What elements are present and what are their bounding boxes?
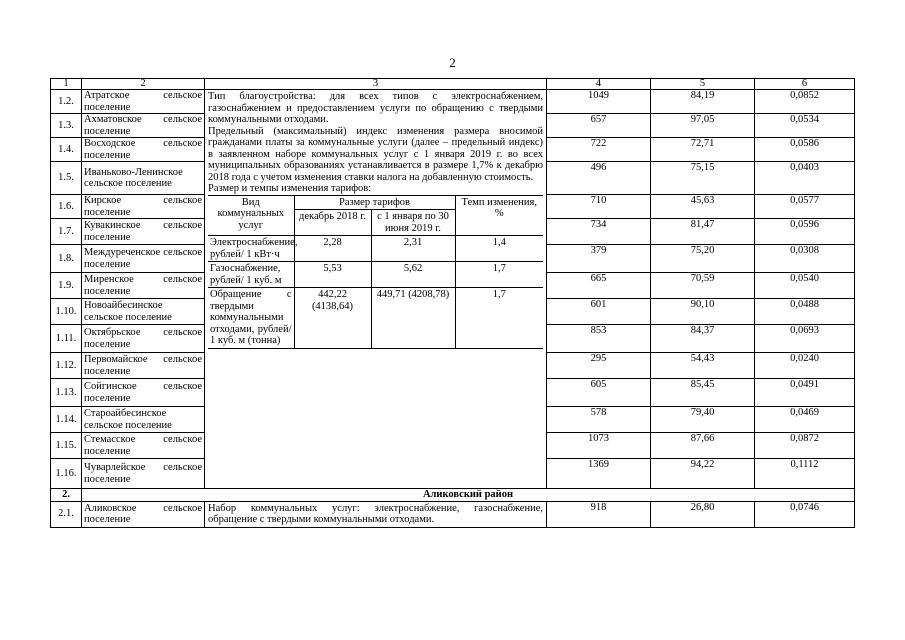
col5-value: 26,80 <box>651 501 755 527</box>
row-number: 1.6. <box>51 195 82 219</box>
row-number: 1.2. <box>51 90 82 114</box>
col4-value: 295 <box>547 353 651 379</box>
table-row <box>51 90 855 114</box>
header-cell: 2 <box>82 79 205 90</box>
tariff-service: Электроснабжение, рублей/ 1 кВт·ч <box>210 237 298 260</box>
row-number: 1.9. <box>51 273 82 299</box>
col6-value: 0,0540 <box>755 273 855 299</box>
settlement-name: Аликовское сельское поселение <box>82 501 205 527</box>
region-name: Аликовский район <box>82 489 855 502</box>
col6-value: 0,0586 <box>755 138 855 162</box>
col5-value: 87,66 <box>651 433 755 459</box>
col5-value: 84,37 <box>651 325 755 353</box>
tariff-row <box>208 262 543 288</box>
tariff-jan: 449,71 (4208,78) <box>371 288 455 349</box>
col5-value: 79,40 <box>651 407 755 433</box>
tariff-jan: 5,62 <box>371 262 455 288</box>
col4-value: 722 <box>547 138 651 162</box>
col5-value: 45,63 <box>651 195 755 219</box>
col5-value: 97,05 <box>651 114 755 138</box>
settlement-name: Восходское сельское поселение <box>82 138 205 162</box>
settlement-name: Октябрьское сельское поселение <box>82 325 205 353</box>
settlement-name: Стемасское сельское поселение <box>82 433 205 459</box>
description-cell: Набор коммунальных услуг: электроснабжение, газоснабжение, обращение с твердыми коммунальными отходами. <box>205 501 547 527</box>
col4-value: 918 <box>547 501 651 527</box>
row-number: 1.11. <box>51 325 82 353</box>
tariff-dec: 2,28 <box>294 236 371 262</box>
col4-value: 601 <box>547 299 651 325</box>
col4-value: 1049 <box>547 90 651 114</box>
col4-value: 853 <box>547 325 651 353</box>
col6-value: 0,0872 <box>755 433 855 459</box>
tariff-service: Газоснабжение, рублей/ 1 куб. м <box>208 262 294 288</box>
col6-value: 0,1112 <box>755 459 855 489</box>
tariff-rate: 1,7 <box>455 262 543 288</box>
tariff-dec: 442,22 (4138,64) <box>294 288 371 349</box>
row-number: 1.16. <box>51 459 82 489</box>
col5-value: 94,22 <box>651 459 755 489</box>
col4-value: 1369 <box>547 459 651 489</box>
header-cell: 1 <box>51 79 82 90</box>
col5-value: 72,71 <box>651 138 755 162</box>
row-number: 1.8. <box>51 245 82 273</box>
head-size: Размер тарифов <box>294 195 455 210</box>
col6-value: 0,0488 <box>755 299 855 325</box>
col4-value: 657 <box>547 114 651 138</box>
col4-value: 710 <box>547 195 651 219</box>
col6-value: 0,0746 <box>755 501 855 527</box>
settlement-name: Междуреченское сельское поселение <box>82 245 205 273</box>
tariff-dec: 5,53 <box>294 262 371 288</box>
col4-value: 496 <box>547 162 651 195</box>
col6-value: 0,0308 <box>755 245 855 273</box>
tariff-rate: 1,4 <box>455 236 543 262</box>
header-cell: 4 <box>547 79 651 90</box>
col5-value: 84,19 <box>651 90 755 114</box>
header-row <box>51 79 855 90</box>
row-number: 1.5. <box>51 162 82 195</box>
header-cell: 5 <box>651 79 755 90</box>
settlement-name: Иваньково-Ленинское сельское поселение <box>82 162 205 195</box>
tariff-service: Обращение с твердыми коммунальными отходами, рублей/ 1 куб. м (тонна) <box>208 288 294 349</box>
row-number: 2.1. <box>51 501 82 527</box>
col6-value: 0,0403 <box>755 162 855 195</box>
tariff-table <box>50 78 855 528</box>
col4-value: 578 <box>547 407 651 433</box>
tariff-row <box>208 288 543 349</box>
col6-value: 0,0577 <box>755 195 855 219</box>
description-cell <box>205 90 547 489</box>
settlement-name: Кирское сельское поселение <box>82 195 205 219</box>
region-row <box>51 489 855 502</box>
col4-value: 379 <box>547 245 651 273</box>
header-cell: 6 <box>755 79 855 90</box>
row-number: 1.12. <box>51 353 82 379</box>
row-number: 1.13. <box>51 379 82 407</box>
row-number: 1.14. <box>51 407 82 433</box>
col6-value: 0,0491 <box>755 379 855 407</box>
col4-value: 665 <box>547 273 651 299</box>
settlement-name: Первомайское сельское поселение <box>82 353 205 379</box>
head-dec: декабрь 2018 г. <box>294 210 371 236</box>
col4-value: 734 <box>547 219 651 245</box>
description-text: Тип благоустройства: для всех типов с электроснабжением, газоснабжением и предоставлением услуги по обращению с твердыми коммунальными отходами. Предельный (максимальный) индекс изменения размера вносимой гражданами платы за коммунальные услуги (далее – предельный индекс) в заявленном наборе коммунальных услуг с 1 января 2019 г. во всех муниципальных образованиях устанавливается в размере 1,7% к декабрю 2018 года с учетом изменения ставки налога на добавленную стоимость. Размер и темпы изменения тарифов: <box>208 91 543 194</box>
page-number: 2 <box>449 55 456 70</box>
table-row <box>51 501 855 527</box>
settlement-name: Миренское сельское поселение <box>82 273 205 299</box>
col5-value: 75,20 <box>651 245 755 273</box>
col5-value: 75,15 <box>651 162 755 195</box>
col6-value: 0,0596 <box>755 219 855 245</box>
row-number: 1.3. <box>51 114 82 138</box>
settlement-name: Ахматовское сельское поселение <box>82 114 205 138</box>
settlement-name: Сойгинское сельское поселение <box>82 379 205 407</box>
col5-value: 81,47 <box>651 219 755 245</box>
col5-value: 54,43 <box>651 353 755 379</box>
col6-value: 0,0534 <box>755 114 855 138</box>
tariff-jan: 2,31 <box>371 236 455 262</box>
head-rate: Темп изменения, % <box>455 195 543 236</box>
settlement-name: Староайбесинское сельское поселение <box>82 407 205 433</box>
head-service: Вид коммунальных услуг <box>208 195 294 236</box>
settlement-name: Атратское сельское поселение <box>82 90 205 114</box>
col5-value: 70,59 <box>651 273 755 299</box>
settlement-name: Новоайбесинское сельское поселение <box>82 299 205 325</box>
col6-value: 0,0240 <box>755 353 855 379</box>
col6-value: 0,0693 <box>755 325 855 353</box>
tariff-rates-table <box>208 195 543 349</box>
col6-value: 0,0852 <box>755 90 855 114</box>
col5-value: 85,45 <box>651 379 755 407</box>
row-number: 1.15. <box>51 433 82 459</box>
tariff-rate: 1,7 <box>455 288 543 349</box>
head-jan: с 1 января по 30 июня 2019 г. <box>371 210 455 236</box>
col4-value: 605 <box>547 379 651 407</box>
settlement-name: Кувакинское сельское поселение <box>82 219 205 245</box>
region-number: 2. <box>51 489 82 502</box>
col4-value: 1073 <box>547 433 651 459</box>
row-number: 1.4. <box>51 138 82 162</box>
settlement-name: Чуварлейское сельское поселение <box>82 459 205 489</box>
row-number: 1.7. <box>51 219 82 245</box>
row-number: 1.10. <box>51 299 82 325</box>
col6-value: 0,0469 <box>755 407 855 433</box>
header-cell: 3 <box>205 79 547 90</box>
tariff-row <box>208 236 543 262</box>
col5-value: 90,10 <box>651 299 755 325</box>
